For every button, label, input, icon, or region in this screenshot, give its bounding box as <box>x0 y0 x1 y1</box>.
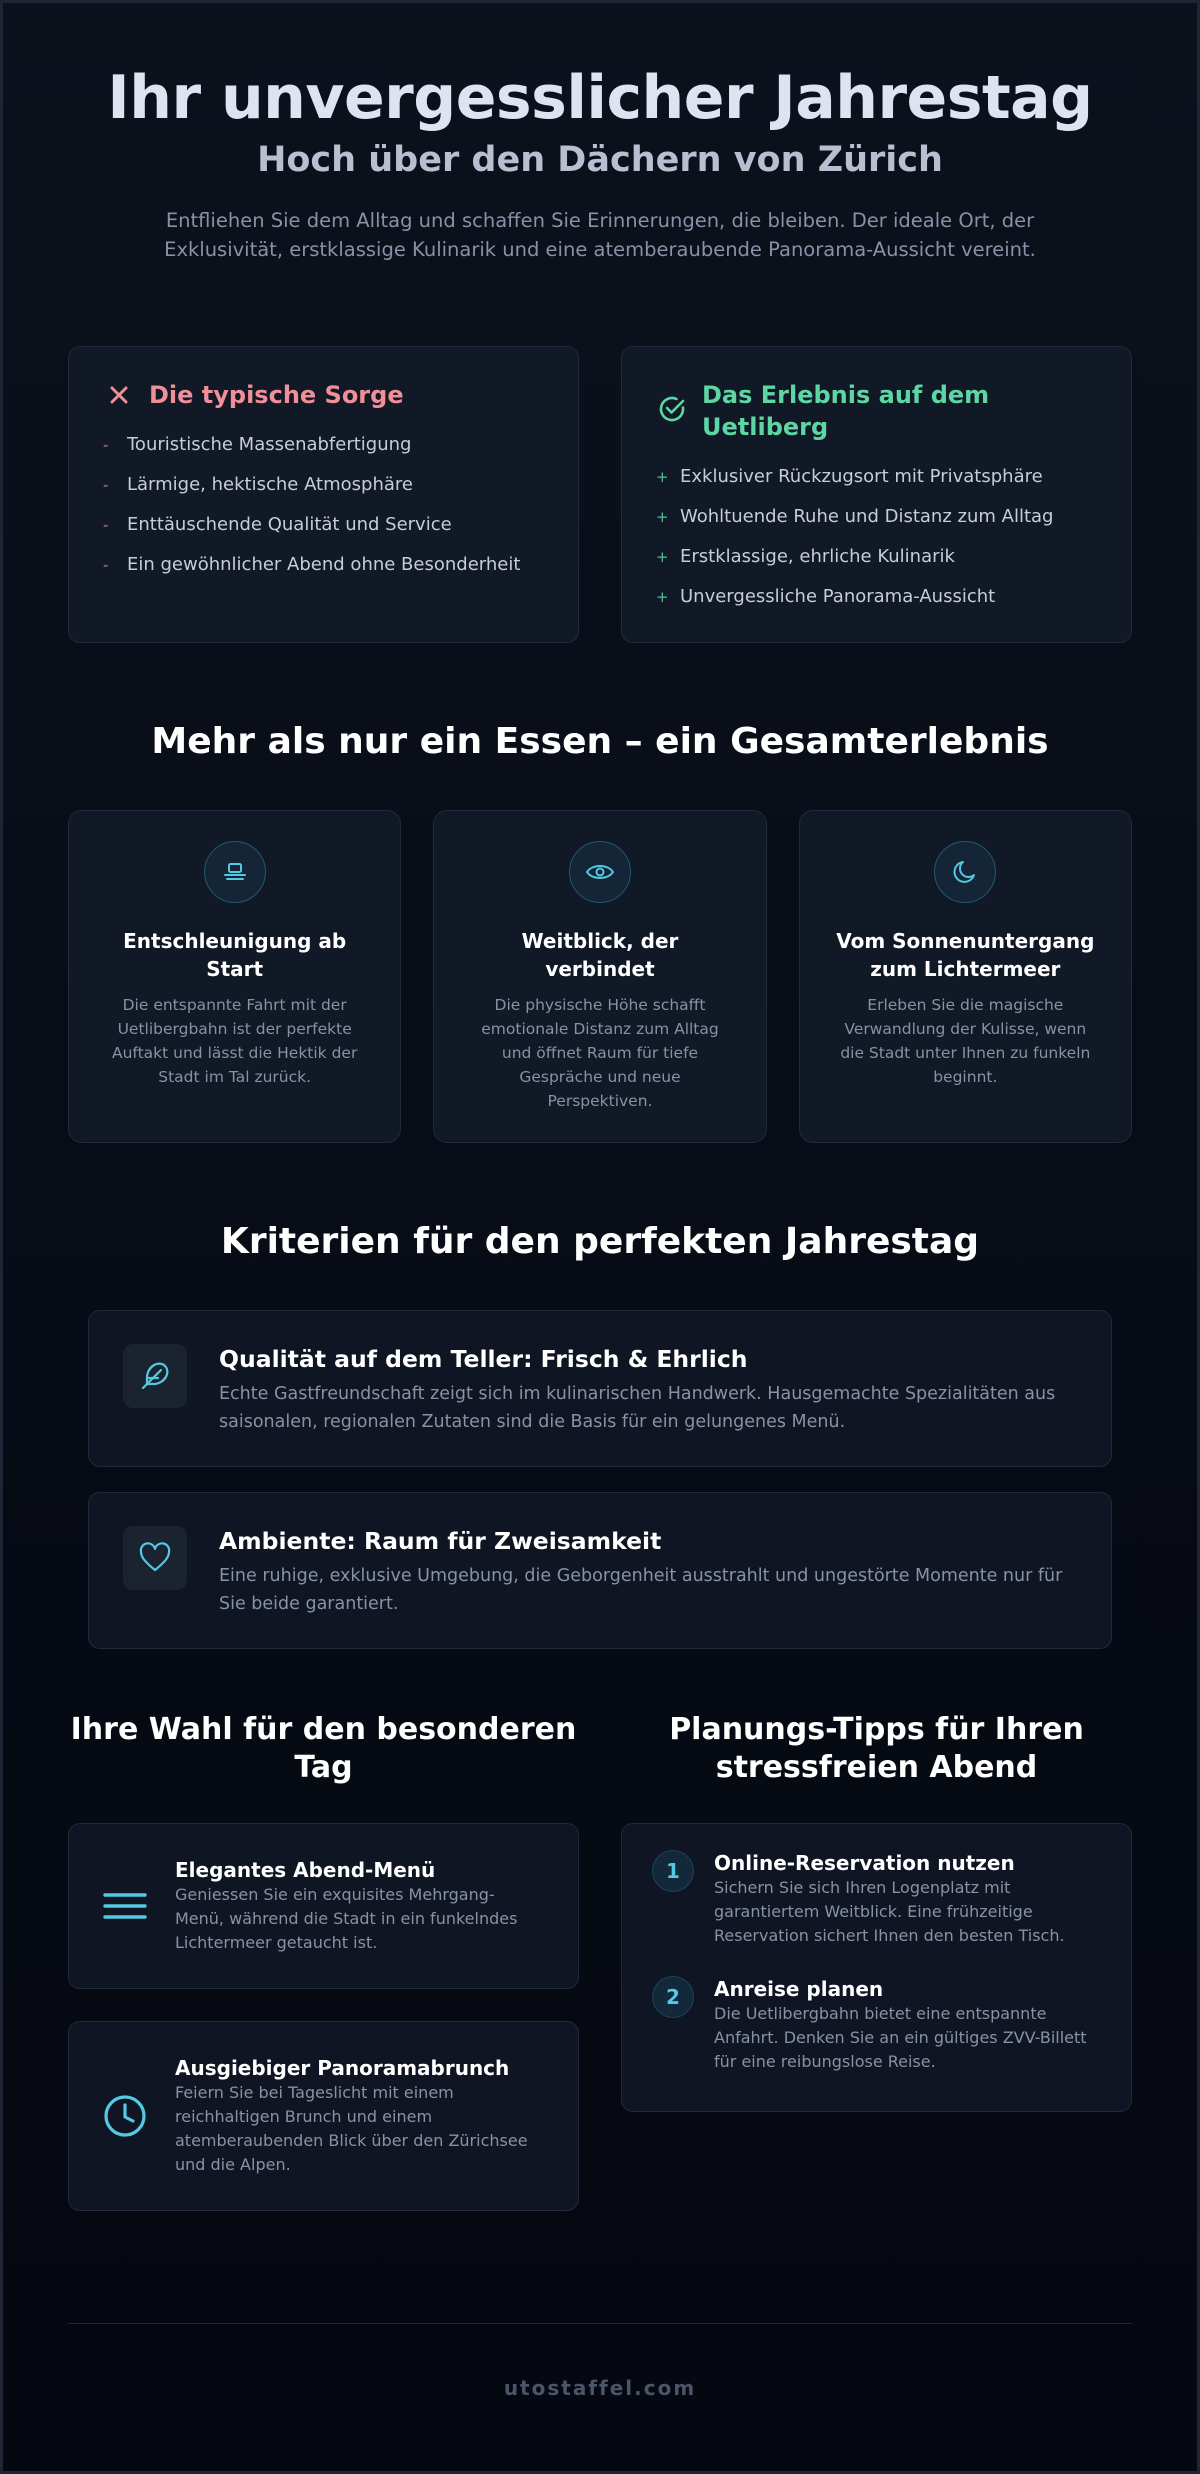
experience-item <box>656 545 1097 569</box>
tips-column <box>621 1711 1132 2211</box>
worry-card <box>68 346 579 643</box>
criteria-text: Echte Gastfreundschaft zeigt sich im kulinarischen Handwerk. Hausgemachte Spezialitäten aus saisonalen, regionalen Zutaten sind die Basis für ein gelungenes Menü. <box>219 1384 1056 1432</box>
choice-card[interactable] <box>68 1823 579 1989</box>
tip-number: 1 <box>652 1850 694 1892</box>
minus-marker: - <box>103 436 109 454</box>
feature-text: Die physische Höhe schafft emotionale Distanz zum Alltag und öffnet Raum für tiefe Gespräche und neue Perspektiven. <box>481 996 719 1110</box>
choices-title: Ihre Wahl für den besonderen Tag <box>70 1712 577 1785</box>
minus-marker: - <box>103 556 109 574</box>
tip-title: Online-Reservation nutzen <box>714 1851 1015 1875</box>
worry-item <box>103 553 544 577</box>
menu-icon <box>102 1883 148 1929</box>
criteria-title-text: Qualität auf dem Teller: Frisch & Ehrlich <box>219 1345 748 1373</box>
feature-card <box>433 810 766 1143</box>
criteria-title-text: Ambiente: Raum für Zweisamkeit <box>219 1527 662 1555</box>
worry-item <box>103 473 544 497</box>
feature-card <box>68 810 401 1143</box>
experience-item-text: Erstklassige, ehrliche Kulinarik <box>680 546 955 567</box>
choice-title: Ausgiebiger Panoramabrunch <box>175 2056 510 2080</box>
heart-icon <box>137 1540 173 1576</box>
plus-marker: + <box>656 468 669 486</box>
plus-marker: + <box>656 588 669 606</box>
page-subtitle: Hoch über den Dächern von Zürich <box>257 140 943 180</box>
worry-list <box>103 433 544 577</box>
moon-icon <box>949 856 981 888</box>
feature-card <box>799 810 1132 1143</box>
feature-title: Entschleunigung ab Start <box>123 929 347 981</box>
experience-item <box>656 585 1097 609</box>
tip-number: 2 <box>652 1976 694 2018</box>
experience-item <box>656 505 1097 529</box>
choice-card[interactable] <box>68 2021 579 2211</box>
worry-item-text: Lärmige, hektische Atmosphäre <box>127 474 413 495</box>
tips-title: Planungs-Tipps für Ihren stressfreien Abend <box>669 1712 1084 1785</box>
footer-domain[interactable]: utostaffel.com <box>503 2376 697 2400</box>
plus-marker: + <box>656 508 669 526</box>
comparison-section <box>68 346 1132 643</box>
experience-item-text: Unvergessliche Panorama-Aussicht <box>680 586 996 607</box>
hero <box>68 0 1132 264</box>
worry-item <box>103 513 544 537</box>
plus-marker: + <box>656 548 669 566</box>
criteria-section <box>88 1310 1112 1649</box>
feature-text: Erleben Sie die magische Verwandlung der Kulisse, wenn die Stadt unter Ihnen zu funkeln beginnt. <box>840 996 1091 1086</box>
choice-text: Feiern Sie bei Tageslicht mit einem reichhaltigen Brunch und einem atemberaubenden Blick über den Zürichsee und die Alpen. <box>175 2083 528 2174</box>
minus-marker: - <box>103 516 109 534</box>
criteria-text: Eine ruhige, exklusive Umgebung, die Geborgenheit ausstrahlt und ungestörte Momente nur für Sie beide garantiert. <box>219 1566 1063 1614</box>
train-icon <box>219 856 251 888</box>
experience-item <box>656 465 1097 489</box>
page-title: Ihr unvergesslicher Jahrestag <box>107 63 1093 133</box>
minus-marker: - <box>103 476 109 494</box>
check-circle-icon <box>656 393 688 425</box>
clock-icon <box>102 2093 148 2139</box>
x-icon <box>103 379 135 411</box>
experience-title: Das Erlebnis auf dem Uetliberg <box>702 381 990 441</box>
experience-item-text: Wohltuende Ruhe und Distanz zum Alltag <box>680 506 1054 527</box>
choice-text: Geniessen Sie ein exquisites Mehrgang-Menü, während die Stadt in ein funkelndes Lichtermeer getaucht ist. <box>175 1885 518 1952</box>
tips-card <box>621 1823 1132 2112</box>
criteria-card <box>88 1310 1112 1467</box>
worry-item-text: Ein gewöhnlicher Abend ohne Besonderheit <box>127 554 521 575</box>
experience-item-text: Exklusiver Rückzugsort mit Privatsphäre <box>680 466 1043 487</box>
feature-title: Weitblick, der verbindet <box>521 929 679 981</box>
footer-divider <box>68 2323 1132 2324</box>
feather-icon <box>137 1358 173 1394</box>
hero-intro: Entfliehen Sie dem Alltag und schaffen Sie Erinnerungen, die bleiben. Der ideale Ort, der Exklusivität, erstklassige Kulinarik und eine atemberaubende Panorama-Aussicht vereint. <box>164 209 1036 261</box>
criteria-title: Kriterien für den perfekten Jahrestag <box>220 1221 980 1262</box>
worry-item-text: Enttäuschende Qualität und Service <box>127 514 452 535</box>
experience-list <box>656 465 1097 609</box>
worry-item <box>103 433 544 457</box>
choices-and-tips <box>68 1711 1132 2211</box>
tip-text: Die Uetlibergbahn bietet eine entspannte Anfahrt. Denken Sie an ein gültiges ZVV-Billett für eine reibungslose Reise. <box>714 2004 1087 2071</box>
tip-item <box>652 1976 1101 2074</box>
features-title: Mehr als nur ein Essen – ein Gesamterlebnis <box>151 721 1049 762</box>
choices-column <box>68 1711 579 2211</box>
choice-title: Elegantes Abend-Menü <box>175 1858 436 1882</box>
tip-item <box>652 1850 1101 1948</box>
features-section <box>68 810 1132 1143</box>
tip-title: Anreise planen <box>714 1977 884 2001</box>
tip-text: Sichern Sie sich Ihren Logenplatz mit garantiertem Weitblick. Eine frühzeitige Reservation sichert Ihnen den besten Tisch. <box>714 1878 1065 1945</box>
criteria-card <box>88 1492 1112 1649</box>
eye-icon <box>584 856 616 888</box>
worry-item-text: Touristische Massenabfertigung <box>127 434 412 455</box>
experience-card <box>621 346 1132 643</box>
feature-text: Die entspannte Fahrt mit der Uetlibergbahn ist der perfekte Auftakt und lässt die Hektik der Stadt im Tal zurück. <box>111 996 358 1086</box>
worry-title: Die typische Sorge <box>149 381 404 409</box>
feature-title: Vom Sonnenuntergang zum Lichtermeer <box>836 929 1095 981</box>
